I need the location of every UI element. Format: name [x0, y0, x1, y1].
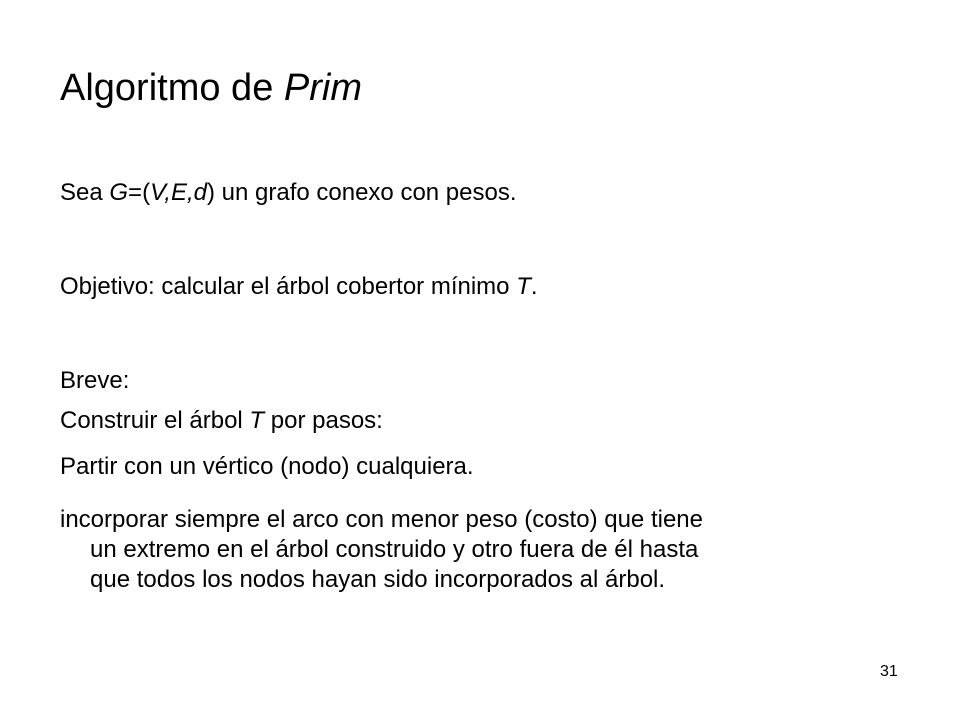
- text-segment: Construir el árbol: [60, 407, 250, 434]
- paragraph-line: un extremo en el árbol construido y otro fuera de él hasta: [90, 536, 699, 563]
- text-segment: Sea: [60, 179, 110, 206]
- objective-line: [60, 272, 538, 302]
- graph-components: V,E,d: [150, 179, 207, 206]
- incorporate-paragraph: [60, 505, 930, 595]
- text-segment: Objetivo: calcular el árbol cobertor mínimo: [60, 273, 517, 300]
- text-segment: por pasos:: [264, 407, 383, 434]
- start-vertex-line: Partir con un vértico (nodo) cualquiera.: [60, 453, 474, 480]
- brief-heading: Breve:: [60, 367, 130, 394]
- text-segment: =(: [128, 179, 151, 206]
- page-number: 31: [880, 663, 898, 680]
- graph-symbol: G: [109, 179, 129, 206]
- graph-definition-line: [60, 178, 517, 208]
- text-segment: .: [530, 273, 538, 300]
- title-emphasis: Prim: [283, 67, 362, 109]
- paragraph-line: que todos los nodos hayan sido incorporados al árbol.: [90, 566, 666, 593]
- tree-symbol: T: [516, 273, 531, 300]
- build-steps-line: [60, 406, 383, 436]
- text-segment: ) un grafo conexo con pesos.: [206, 179, 517, 206]
- tree-symbol: T: [249, 407, 265, 434]
- slide-title: [60, 64, 362, 112]
- title-text: Algoritmo de: [60, 67, 284, 109]
- paragraph-line: incorporar siempre el arco con menor peso (costo) que tiene: [60, 506, 703, 533]
